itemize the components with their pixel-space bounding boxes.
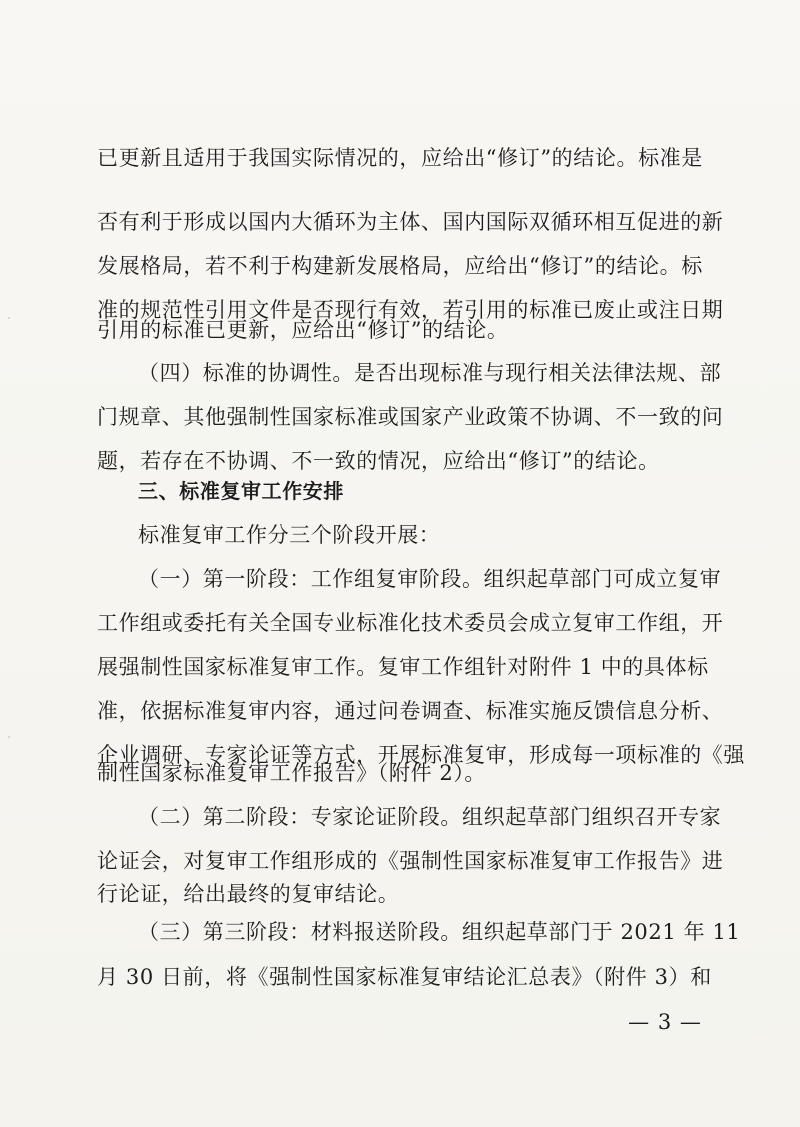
paragraph-line: 展强制性国家标准复审工作。复审工作组针对附件 1 中的具体标 bbox=[97, 655, 709, 679]
stage-2-label: （二）第二阶段：专家论证阶段。 bbox=[138, 805, 462, 829]
paragraph-line: 门规章、其他强制性国家标准或国家产业政策不协调、不一致的问 bbox=[97, 405, 724, 429]
section-4-text: 是否出现标准与现行相关法律法规、部 bbox=[354, 361, 722, 385]
paragraph-line: 月 30 日前，将《强制性国家标准复审结论汇总表》（附件 3）和 bbox=[97, 965, 712, 989]
stage-2-first-line bbox=[138, 803, 722, 831]
stage-3-text: 组织起草部门于 2021 年 11 bbox=[462, 920, 741, 944]
scan-speck bbox=[8, 736, 10, 738]
paragraph-line: 准，依据标准复审内容，通过问卷调查、标准实施反馈信息分析、 bbox=[97, 699, 724, 723]
stage-2-text: 组织起草部门组织召开专家 bbox=[462, 805, 722, 829]
section-4-label: （四）标准的协调性。 bbox=[138, 361, 354, 385]
stage-3-first-line bbox=[138, 918, 741, 946]
scan-speck bbox=[8, 317, 10, 319]
section-4-first-line bbox=[138, 359, 722, 387]
paragraph-line: 行论证，给出最终的复审结论。 bbox=[97, 882, 400, 906]
paragraph-line: 题，若存在不协调、不一致的情况，应给出“修订”的结论。 bbox=[97, 449, 660, 473]
stage-1-label: （一）第一阶段：工作组复审阶段。 bbox=[138, 567, 484, 591]
page-number: — 3 — bbox=[628, 1010, 702, 1034]
paragraph-line: 制性国家标准复审工作报告》（附件 2）。 bbox=[97, 761, 487, 785]
paragraph-line: 企业调研、专家论证等方式，开展标准复审，形成每一项标准的《强 bbox=[97, 743, 745, 767]
section-heading-3: 三、标准复审工作安排 bbox=[138, 479, 344, 503]
stage-1-text: 组织起草部门可成立复审 bbox=[483, 567, 722, 591]
paragraph-line: 否有利于形成以国内大循环为主体、国内国际双循环相互促进的新 bbox=[97, 210, 724, 234]
stage-3-label: （三）第三阶段：材料报送阶段。 bbox=[138, 920, 462, 944]
intro-line: 标准复审工作分三个阶段开展： bbox=[138, 523, 441, 547]
paragraph-line: 发展格局，若不利于构建新发展格局，应给出“修订”的结论。标 bbox=[97, 254, 703, 278]
paragraph-line: 论证会，对复审工作组形成的《强制性国家标准复审工作报告》进 bbox=[97, 849, 724, 873]
paragraph-line: 工作组或委托有关全国专业标准化技术委员会成立复审工作组，开 bbox=[97, 611, 724, 635]
paragraph-line: 引用的标准已更新，应给出“修订”的结论。 bbox=[97, 318, 509, 342]
paragraph-line: 已更新且适用于我国实际情况的，应给出“修订”的结论。标准是 bbox=[97, 146, 703, 170]
paragraph-line: 准的规范性引用文件是否现行有效，若引用的标准已废止或注日期 bbox=[97, 298, 724, 322]
stage-1-first-line bbox=[138, 565, 722, 593]
